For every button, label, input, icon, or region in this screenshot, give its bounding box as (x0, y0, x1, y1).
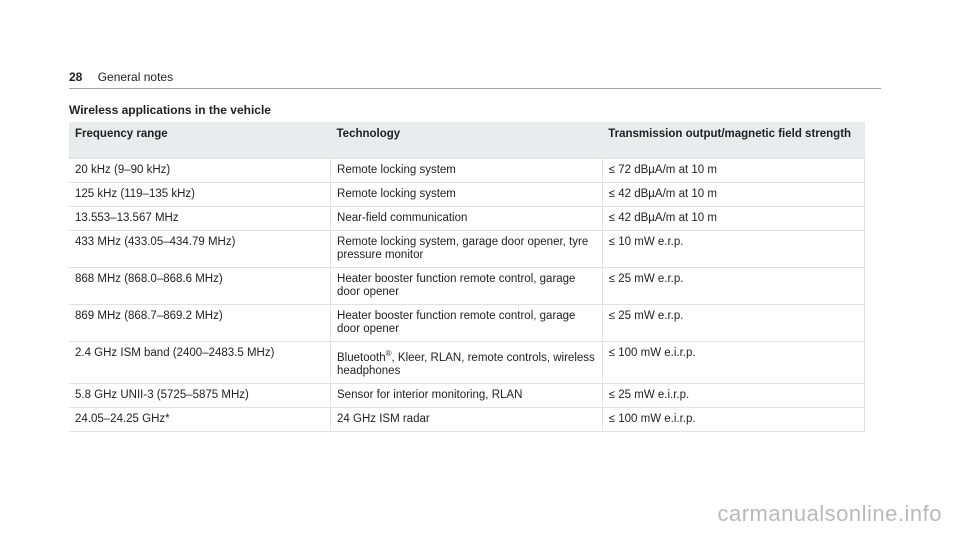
frequency-cell: 125 kHz (119–135 kHz) (69, 183, 331, 207)
technology-cell: 24 GHz ISM radar (331, 407, 603, 431)
column-header-frequency: Frequency range (69, 122, 331, 159)
technology-cell: Sensor for interior monitoring, RLAN (331, 383, 603, 407)
output-cell: ≤ 100 mW e.i.r.p. (602, 342, 864, 384)
table-row (69, 183, 865, 207)
output-cell: ≤ 25 mW e.i.r.p. (602, 383, 864, 407)
page-header (69, 70, 881, 89)
table-row (69, 159, 865, 183)
technology-cell: Heater booster function remote control, garage door opener (331, 305, 603, 342)
technology-cell: Heater booster function remote control, garage door opener (331, 268, 603, 305)
table-row (69, 342, 865, 384)
table-row (69, 407, 865, 431)
technology-cell: Remote locking system (331, 183, 603, 207)
technology-cell: Remote locking system (331, 159, 603, 183)
section-name: General notes (97, 70, 174, 84)
wireless-table (69, 122, 865, 432)
registered-mark: ® (385, 349, 392, 358)
frequency-cell: 13.553–13.567 MHz (69, 207, 331, 231)
technology-cell: Near-field communication (331, 207, 603, 231)
technology-text: Bluetooth (337, 351, 386, 364)
table-row (69, 383, 865, 407)
output-cell: ≤ 42 dBµA/m at 10 m (602, 183, 864, 207)
output-cell: ≤ 10 mW e.r.p. (602, 231, 864, 268)
section-title: Wireless applications in the vehicle (69, 103, 271, 117)
frequency-cell: 869 MHz (868.7–869.2 MHz) (69, 305, 331, 342)
frequency-cell: 2.4 GHz ISM band (2400–2483.5 MHz) (69, 342, 331, 384)
table-header-row (69, 122, 865, 159)
output-cell: ≤ 25 mW e.r.p. (602, 268, 864, 305)
technology-cell (331, 342, 603, 384)
frequency-cell: 5.8 GHz UNII-3 (5725–5875 MHz) (69, 383, 331, 407)
table-row (69, 207, 865, 231)
frequency-cell: 20 kHz (9–90 kHz) (69, 159, 331, 183)
column-header-technology: Technology (331, 122, 603, 159)
technology-cell: Remote locking system, garage door opener, tyre pressure monitor (331, 231, 603, 268)
table-row (69, 231, 865, 268)
technology-text: , Kleer, RLAN, remote controls, wireless headphones (337, 351, 595, 377)
table-row (69, 268, 865, 305)
frequency-cell: 868 MHz (868.0–868.6 MHz) (69, 268, 331, 305)
table-row (69, 305, 865, 342)
column-header-output: Transmission output/magnetic field strength (602, 122, 864, 159)
page-number: 28 (69, 70, 83, 84)
output-cell: ≤ 100 mW e.i.r.p. (602, 407, 864, 431)
watermark: carmanualsonline.info (717, 501, 942, 526)
frequency-cell: 24.05–24.25 GHz* (69, 407, 331, 431)
output-cell: ≤ 42 dBµA/m at 10 m (602, 207, 864, 231)
frequency-cell: 433 MHz (433.05–434.79 MHz) (69, 231, 331, 268)
output-cell: ≤ 25 mW e.r.p. (602, 305, 864, 342)
output-cell: ≤ 72 dBµA/m at 10 m (602, 159, 864, 183)
